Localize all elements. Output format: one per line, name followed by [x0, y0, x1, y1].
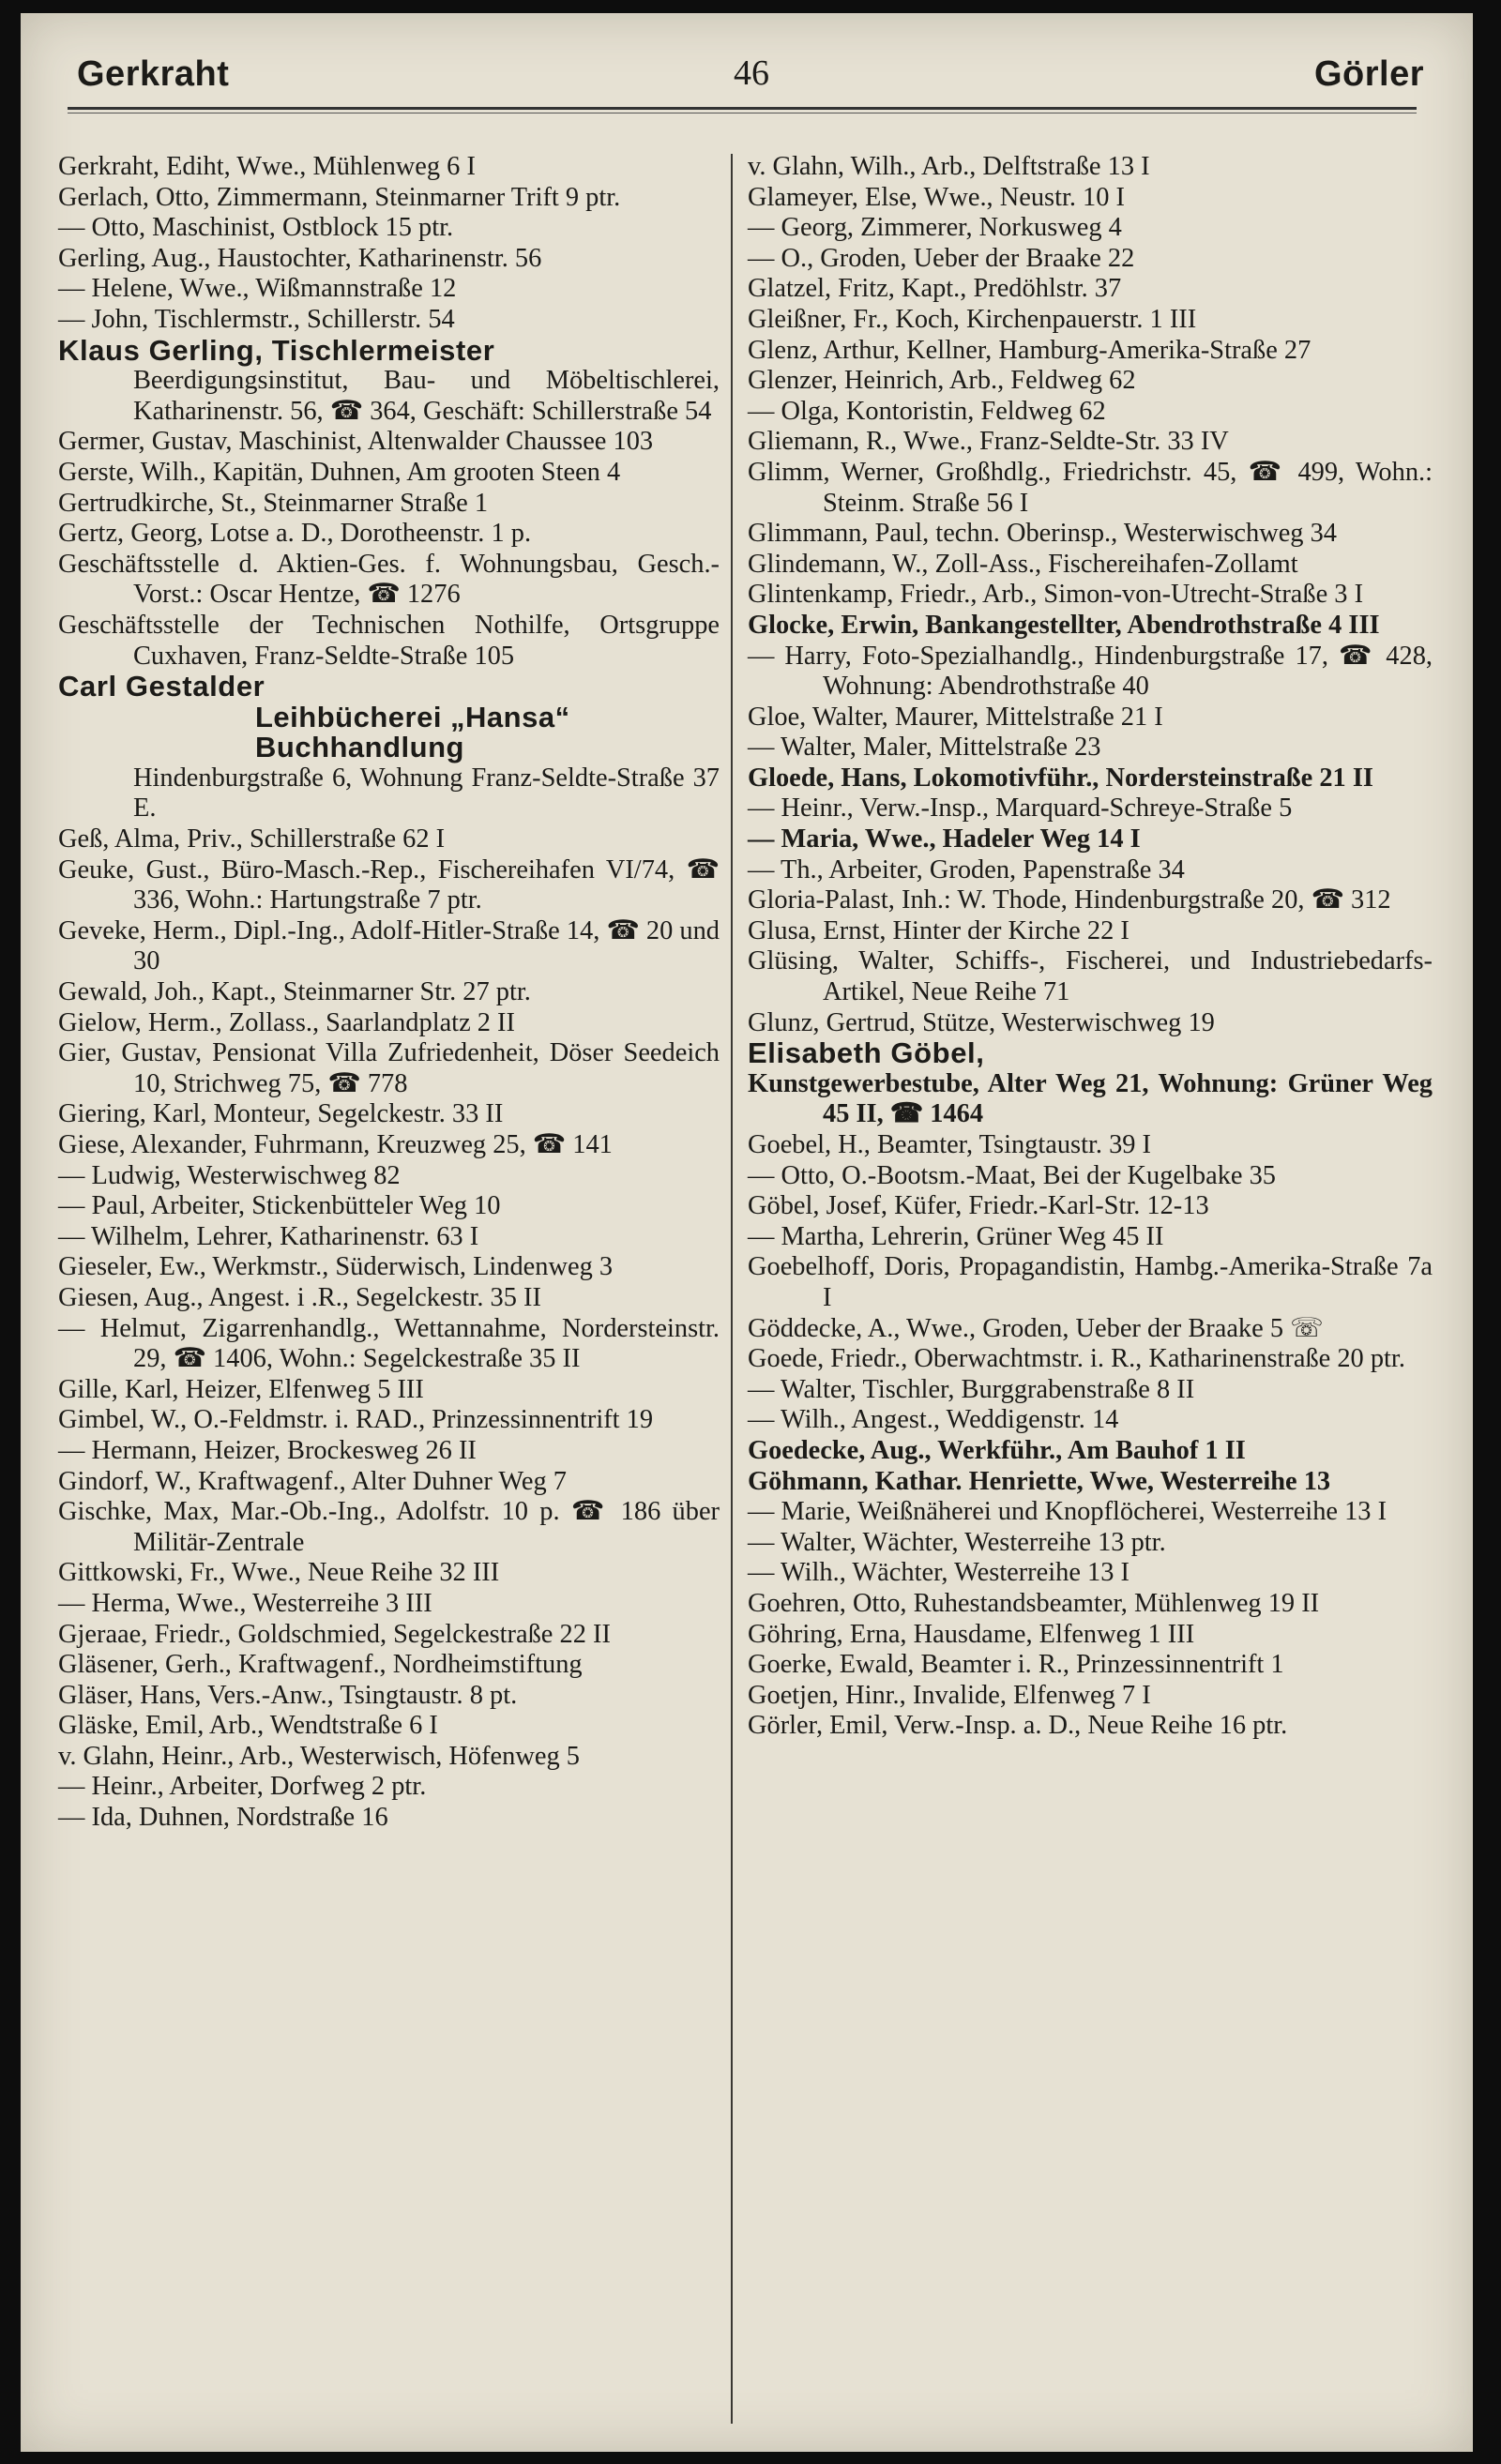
entry: v. Glahn, Heinr., Arb., Westerwisch, Höfenweg 5 — [58, 1741, 580, 1771]
entry: Gertz, Georg, Lotse a. D., Dorotheenstr. 1 p. — [58, 519, 532, 549]
entry: Goebel, H., Beamter, Tsingtaustr. 39 I — [748, 1130, 1152, 1159]
entry: Glenzer, Heinrich, Arb., Feldweg 62 — [748, 366, 1136, 396]
entry: Glindemann, W., Zoll-Ass., Fischereihafen-Zollamt — [748, 549, 1298, 579]
entry: — Wilh., Wächter, Westerreihe 13 I — [748, 1558, 1130, 1588]
entry: Gindorf, W., Kraftwagenf., Alter Duhner Weg 7 — [58, 1466, 567, 1496]
entry: Giesen, Aug., Angest. i .R., Segelckestr. 35 II — [58, 1282, 541, 1312]
entry: Gloria-Palast, Inh.: W. Thode, Hindenburgstraße 20, ☎ 312 — [748, 885, 1391, 915]
entry: Gerling, Aug., Haustochter, Katharinenstr. 56 — [58, 243, 542, 273]
advert-details: Hindenburgstraße 6, Wohnung Franz-Seldte-Straße 37 E. — [133, 763, 720, 824]
entry: Gerkraht, Ediht, Wwe., Mühlenweg 6 I — [58, 152, 476, 181]
entry: Gille, Karl, Heizer, Elfenweg 5 III — [58, 1374, 424, 1404]
entry: Glüsing, Walter, Schiffs-, Fischerei, und Industriebedarfs-Artikel, Neue Reihe 71 — [748, 946, 1433, 1007]
entry: Geß, Alma, Priv., Schillerstraße 62 I — [58, 824, 446, 854]
entry: Geschäftsstelle d. Aktien-Ges. f. Wohnungsbau, Gesch.-Vorst.: Oscar Hentze, ☎ 1276 — [58, 549, 720, 610]
entry: — Walter, Maler, Mittelstraße 23 — [748, 733, 1101, 763]
entry: Goebelhoff, Doris, Propagandistin, Hambg.-Amerika-Straße 7a I — [748, 1252, 1433, 1312]
entry: — Helene, Wwe., Wißmannstraße 12 — [58, 274, 457, 304]
entry: Giering, Karl, Monteur, Segelckestr. 33 II — [58, 1099, 504, 1129]
entry: — Marie, Weißnäherei und Knopflöcherei, Westerreihe 13 I — [748, 1497, 1387, 1527]
entry: Gimbel, W., O.-Feldmstr. i. RAD., Prinzessinnentrift 19 — [58, 1405, 654, 1435]
entry: Göddecke, A., Wwe., Groden, Ueber der Braake 5 ☏ — [748, 1313, 1324, 1343]
left-column — [58, 152, 720, 1834]
entry: Gerlach, Otto, Zimmermann, Steinmarner Trift 9 ptr. — [58, 182, 621, 212]
entry: Görler, Emil, Verw.-Insp. a. D., Neue Reihe 16 ptr. — [748, 1711, 1288, 1741]
entry: — Wilh., Angest., Weddigenstr. 14 — [748, 1405, 1119, 1435]
entry: — Georg, Zimmerer, Norkusweg 4 — [748, 213, 1122, 243]
entry: Gläske, Emil, Arb., Wendtstraße 6 I — [58, 1711, 438, 1741]
page-header — [58, 41, 1445, 99]
entry: — Harry, Foto-Spezialhandlg., Hindenburgstraße 17, ☎ 428, Wohnung: Abendrothstraße 40 — [748, 641, 1433, 702]
entry: Göhmann, Kathar. Henriette, Wwe, Westerreihe 13 — [748, 1466, 1331, 1496]
advert-line: Buchhandlung — [255, 731, 464, 764]
entry: Glintenkamp, Friedr., Arb., Simon-von-Utrecht-Straße 3 I — [748, 580, 1364, 610]
entry: Gewald, Joh., Kapt., Steinmarner Str. 27 ptr. — [58, 977, 531, 1007]
header-rule — [68, 107, 1417, 113]
entry: — John, Tischlermstr., Schillerstr. 54 — [58, 304, 455, 334]
entry: Goerke, Ewald, Beamter i. R., Prinzessinnentrift 1 — [748, 1650, 1284, 1680]
advert-line: Leihbücherei „Hansa“ — [255, 700, 570, 733]
entry: — Wilhelm, Lehrer, Katharinenstr. 63 I — [58, 1221, 479, 1251]
entry: Glunz, Gertrud, Stütze, Westerwischweg 19 — [748, 1007, 1215, 1037]
entry: Gertrudkirche, St., Steinmarner Straße 1 — [58, 488, 489, 518]
header-first-entry: Gerkraht — [77, 54, 230, 94]
header-last-entry: Görler — [1313, 54, 1424, 94]
entry: Gloe, Walter, Maurer, Mittelstraße 21 I — [748, 702, 1163, 732]
entry: — Herma, Wwe., Westerreihe 3 III — [58, 1588, 432, 1618]
entry: — Martha, Lehrerin, Grüner Weg 45 II — [748, 1221, 1164, 1251]
advert-details: Kunstgewerbestube, Alter Weg 21, Wohnung: Grüner Weg 45 II, ☎ 1464 — [748, 1068, 1433, 1129]
advert-name: Klaus Gerling, Tischlermeister — [58, 333, 495, 367]
entry: Goedecke, Aug., Werkführ., Am Bauhof 1 II — [748, 1435, 1246, 1465]
entry: Giese, Alexander, Fuhrmann, Kreuzweg 25, ☎ 141 — [58, 1130, 613, 1159]
entry: Gliemann, R., Wwe., Franz-Seldte-Str. 33 IV — [748, 427, 1229, 457]
entry: Gielow, Herm., Zollass., Saarlandplatz 2 II — [58, 1007, 515, 1037]
entry: Goetjen, Hinr., Invalide, Elfenweg 7 I — [748, 1680, 1151, 1710]
entry: Gier, Gustav, Pensionat Villa Zufriedenheit, Döser Seedeich 10, Strichweg 75, ☎ 778 — [58, 1038, 720, 1098]
advert-name: Carl Gestalder — [58, 670, 265, 703]
entry: Glimmann, Paul, techn. Oberinsp., Westerwischweg 34 — [748, 519, 1337, 549]
entry: — Th., Arbeiter, Groden, Papenstraße 34 — [748, 854, 1185, 884]
entry: Glatzel, Fritz, Kapt., Predöhlstr. 37 — [748, 274, 1122, 304]
page-number: 46 — [734, 53, 769, 93]
entry: — Walter, Tischler, Burggrabenstraße 8 II — [748, 1374, 1195, 1404]
entry: — Ida, Duhnen, Nordstraße 16 — [58, 1803, 388, 1833]
entry: Gläser, Hans, Vers.-Anw., Tsingtaustr. 8 pt. — [58, 1680, 518, 1710]
entry: Gleißner, Fr., Koch, Kirchenpauerstr. 1 III — [748, 304, 1197, 334]
entry: Gerste, Wilh., Kapitän, Duhnen, Am grooten Steen 4 — [58, 457, 621, 487]
entry: Glimm, Werner, Großhdlg., Friedrichstr. 45, ☎ 499, Wohn.: Steinm. Straße 56 I — [748, 457, 1433, 518]
entry: Göbel, Josef, Küfer, Friedr.-Karl-Str. 12-13 — [748, 1191, 1209, 1221]
entry: Gittkowski, Fr., Wwe., Neue Reihe 32 III — [58, 1558, 500, 1588]
entry: — Olga, Kontoristin, Feldweg 62 — [748, 396, 1106, 426]
entry: — Heinr., Verw.-Insp., Marquard-Schreye-Straße 5 — [748, 794, 1293, 824]
entry: — Heinr., Arbeiter, Dorfweg 2 ptr. — [58, 1772, 427, 1802]
entry: Gieseler, Ew., Werkmstr., Süderwisch, Lindenweg 3 — [58, 1252, 614, 1282]
entry: — Helmut, Zigarrenhandlg., Wettannahme, Nordersteinstr. 29, ☎ 1406, Wohn.: Segelckestraße 35 II — [58, 1313, 720, 1374]
column-divider — [731, 154, 733, 2424]
entry: — Ludwig, Westerwischweg 82 — [58, 1160, 401, 1190]
entry: — Paul, Arbeiter, Stickenbütteler Weg 10 — [58, 1191, 501, 1221]
entry: Gischke, Max, Mar.-Ob.-Ing., Adolfstr. 10 p. ☎ 186 über Militär-Zentrale — [58, 1497, 720, 1557]
advert-name: Elisabeth Göbel, — [748, 1036, 985, 1070]
entry: Glocke, Erwin, Bankangestellter, Abendrothstraße 4 III — [748, 610, 1380, 640]
entry: Geveke, Herm., Dipl.-Ing., Adolf-Hitler-Straße 14, ☎ 20 und 30 — [58, 915, 720, 976]
entry: — Otto, Maschinist, Ostblock 15 ptr. — [58, 213, 454, 243]
entry: Goede, Friedr., Oberwachtmstr. i. R., Katharinenstraße 20 ptr. — [748, 1344, 1405, 1374]
entry: Gläsener, Gerh., Kraftwagenf., Nordheimstiftung — [58, 1650, 583, 1680]
entry: Geschäftsstelle der Technischen Nothilfe, Ortsgruppe Cuxhaven, Franz-Seldte-Straße 105 — [58, 610, 720, 671]
entry: Goehren, Otto, Ruhestandsbeamter, Mühlenweg 19 II — [748, 1588, 1320, 1618]
entry: — Otto, O.-Bootsm.-Maat, Bei der Kugelbake 35 — [748, 1160, 1276, 1190]
entry: Göhring, Erna, Hausdame, Elfenweg 1 III — [748, 1619, 1195, 1649]
entry: Germer, Gustav, Maschinist, Altenwalder Chaussee 103 — [58, 427, 654, 457]
entry: v. Glahn, Wilh., Arb., Delftstraße 13 I — [748, 152, 1150, 181]
entry: Glenz, Arthur, Kellner, Hamburg-Amerika-Straße 27 — [748, 335, 1311, 365]
entry: — Maria, Wwe., Hadeler Weg 14 I — [748, 824, 1141, 854]
entry: Gloede, Hans, Lokomotivführ., Nordersteinstraße 21 II — [748, 763, 1373, 793]
directory-page — [21, 13, 1473, 2452]
entry: — Hermann, Heizer, Brockesweg 26 II — [58, 1435, 477, 1465]
entry: Glusa, Ernst, Hinter der Kirche 22 I — [748, 915, 1130, 945]
entry: — O., Groden, Ueber der Braake 22 — [748, 243, 1135, 273]
entry: Geuke, Gust., Büro-Masch.-Rep., Fischereihafen VI/74, ☎ 336, Wohn.: Hartungstraße 7 ptr. — [58, 854, 720, 915]
advert-details: Beerdigungsinstitut, Bau- und Möbeltischlerei, Katharinenstr. 56, ☎ 364, Geschäft: Schillerstraße 54 — [133, 366, 720, 426]
entry: — Walter, Wächter, Westerreihe 13 ptr. — [748, 1527, 1166, 1557]
entry: Glameyer, Else, Wwe., Neustr. 10 I — [748, 182, 1126, 212]
right-column — [748, 152, 1433, 1742]
entry: Gjeraae, Friedr., Goldschmied, Segelckestraße 22 II — [58, 1619, 611, 1649]
